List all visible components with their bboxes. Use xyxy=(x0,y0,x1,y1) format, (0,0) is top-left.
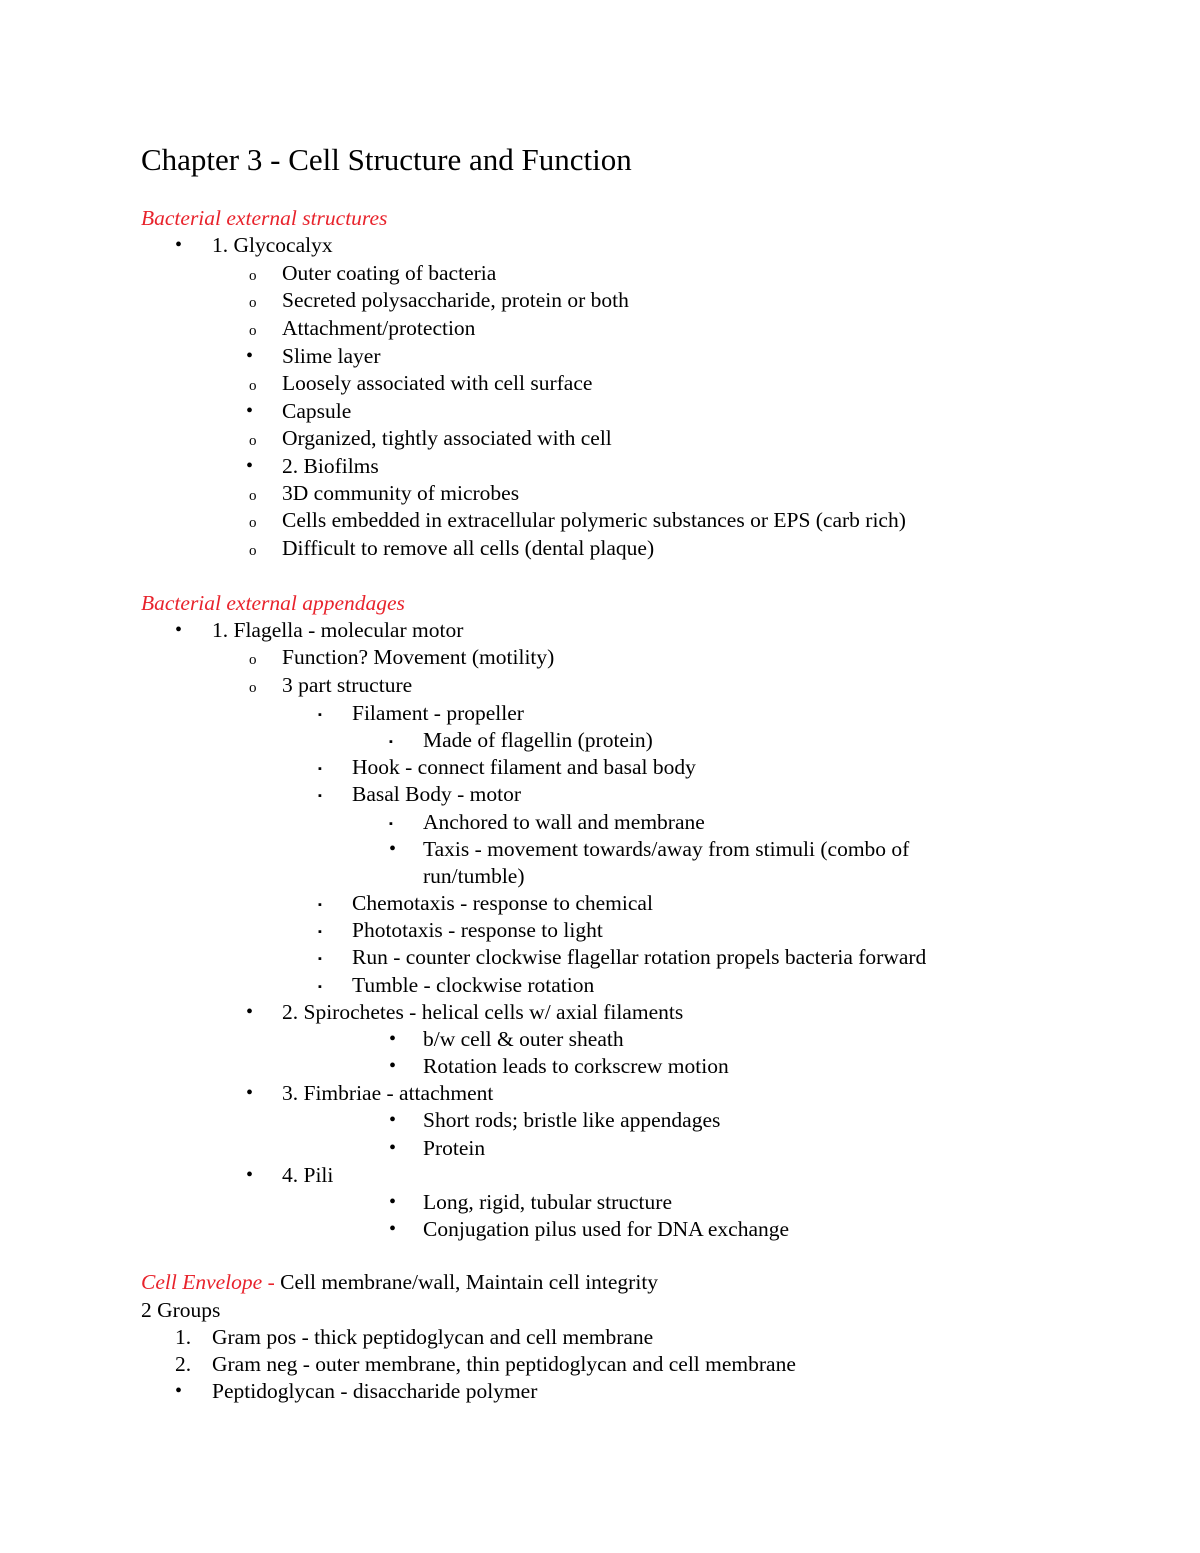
bullet-marker: • xyxy=(246,345,254,367)
square-marker: ▪ xyxy=(318,899,322,911)
list-item: Taxis - movement towards/away from stimuli (combo of xyxy=(423,837,910,861)
list-item: 3D community of microbes xyxy=(282,481,520,505)
list-item: Loosely associated with cell surface xyxy=(282,371,593,395)
list-item: Function? Movement (motility) xyxy=(282,645,555,669)
list-item: Organized, tightly associated with cell xyxy=(282,426,612,450)
list-item-continuation: run/tumble) xyxy=(423,864,525,888)
list-item: Difficult to remove all cells (dental plaque) xyxy=(282,536,655,560)
circle-marker: o xyxy=(249,378,257,394)
circle-marker: o xyxy=(249,295,257,311)
square-marker: ▪ xyxy=(318,790,322,802)
list-item: Secreted polysaccharide, protein or both xyxy=(282,288,629,312)
list-item: Anchored to wall and membrane xyxy=(423,810,705,834)
list-item: Basal Body - motor xyxy=(352,782,521,806)
groups-label: 2 Groups xyxy=(141,1298,221,1322)
list-item: Protein xyxy=(423,1136,486,1160)
bullet-marker: • xyxy=(175,619,183,641)
bullet-marker: • xyxy=(389,838,397,860)
bullet-marker: • xyxy=(175,1380,183,1402)
list-number: 1. xyxy=(175,1325,192,1349)
list-item: Capsule xyxy=(282,399,352,423)
square-marker: ▪ xyxy=(318,763,322,775)
list-item: Slime layer xyxy=(282,344,381,368)
list-item: Attachment/protection xyxy=(282,316,476,340)
bullet-marker: • xyxy=(246,1164,254,1186)
cell-envelope-label: Cell Envelope - xyxy=(141,1270,275,1294)
list-item: Tumble - clockwise rotation xyxy=(352,973,595,997)
circle-marker: o xyxy=(249,515,257,531)
circle-marker: o xyxy=(249,652,257,668)
square-marker: ▪ xyxy=(389,736,393,748)
bullet-marker: • xyxy=(389,1028,397,1050)
list-item: Filament - propeller xyxy=(352,701,524,725)
list-item: Chemotaxis - response to chemical xyxy=(352,891,653,915)
bullet-marker: • xyxy=(389,1191,397,1213)
circle-marker: o xyxy=(249,433,257,449)
bullet-marker: • xyxy=(389,1055,397,1077)
bullet-marker: • xyxy=(175,234,183,256)
bullet-marker: • xyxy=(389,1109,397,1131)
bullet-marker: • xyxy=(389,1137,397,1159)
bullet-marker: • xyxy=(246,1082,254,1104)
cell-envelope-description: Cell membrane/wall, Maintain cell integrity xyxy=(274,1270,659,1294)
list-item: 2. Spirochetes - helical cells w/ axial filaments xyxy=(282,1000,684,1024)
bullet-marker: • xyxy=(389,1218,397,1240)
square-marker: ▪ xyxy=(318,709,322,721)
list-item: 1. Glycocalyx xyxy=(212,233,333,257)
list-item: Gram pos - thick peptidoglycan and cell membrane xyxy=(212,1325,654,1349)
square-marker: ▪ xyxy=(318,953,322,965)
list-item: Conjugation pilus used for DNA exchange xyxy=(423,1217,790,1241)
list-item: 3. Fimbriae - attachment xyxy=(282,1081,494,1105)
list-item: Long, rigid, tubular structure xyxy=(423,1190,672,1214)
section-heading-cell-envelope xyxy=(141,1268,658,1296)
section-heading-external-appendages: Bacterial external appendages xyxy=(141,591,405,615)
list-item: 3 part structure xyxy=(282,673,413,697)
list-item: Peptidoglycan - disaccharide polymer xyxy=(212,1379,538,1403)
bullet-marker: • xyxy=(246,455,254,477)
list-item: Phototaxis - response to light xyxy=(352,918,603,942)
circle-marker: o xyxy=(249,543,257,559)
list-item: Short rods; bristle like appendages xyxy=(423,1108,721,1132)
bullet-marker: • xyxy=(246,400,254,422)
list-item: Run - counter clockwise flagellar rotation propels bacteria forward xyxy=(352,945,927,969)
circle-marker: o xyxy=(249,680,257,696)
list-item: Cells embedded in extracellular polymeric substances or EPS (carb rich) xyxy=(282,508,906,532)
circle-marker: o xyxy=(249,323,257,339)
list-item: b/w cell & outer sheath xyxy=(423,1027,624,1051)
list-item: 4. Pili xyxy=(282,1163,334,1187)
list-item: Made of flagellin (protein) xyxy=(423,728,653,752)
list-number: 2. xyxy=(175,1352,192,1376)
page-title: Chapter 3 - Cell Structure and Function xyxy=(141,142,632,177)
list-item: 2. Biofilms xyxy=(282,454,379,478)
circle-marker: o xyxy=(249,268,257,284)
list-item: Gram neg - outer membrane, thin peptidoglycan and cell membrane xyxy=(212,1352,796,1376)
bullet-marker: • xyxy=(246,1001,254,1023)
square-marker: ▪ xyxy=(318,981,322,993)
square-marker: ▪ xyxy=(318,926,322,938)
list-item: Hook - connect filament and basal body xyxy=(352,755,696,779)
circle-marker: o xyxy=(249,488,257,504)
list-item: Outer coating of bacteria xyxy=(282,261,497,285)
list-item: 1. Flagella - molecular motor xyxy=(212,618,464,642)
list-item: Rotation leads to corkscrew motion xyxy=(423,1054,729,1078)
square-marker: ▪ xyxy=(389,818,393,830)
section-heading-external-structures: Bacterial external structures xyxy=(141,206,388,230)
